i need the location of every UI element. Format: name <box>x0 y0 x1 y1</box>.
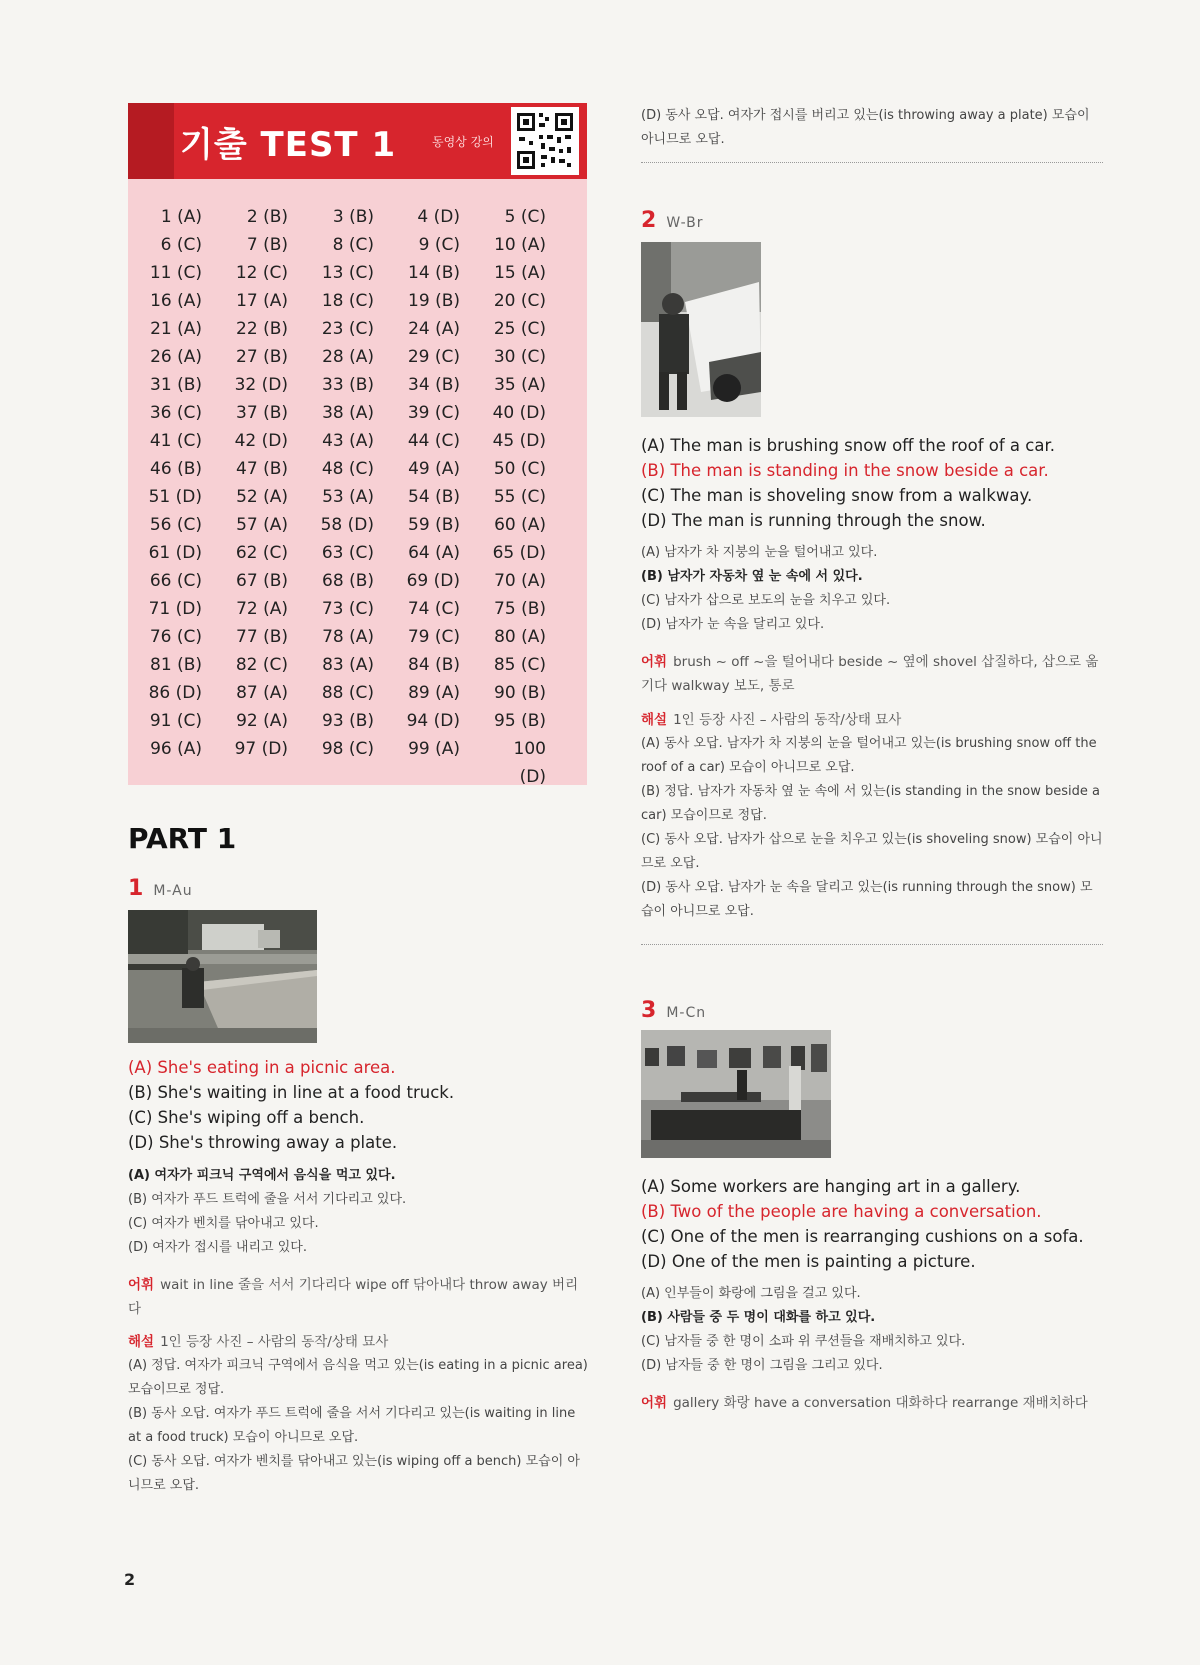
explanation-title: 1인 등장 사진 – 사람의 동작/상태 묘사 <box>160 1334 389 1350</box>
explanation-title: 1인 등장 사진 – 사람의 동작/상태 묘사 <box>673 712 902 728</box>
answer-key-cell: 81 (B) <box>150 655 202 675</box>
answer-key-cell: 25 (C) <box>493 319 546 339</box>
option-a[interactable]: (A) The man is brushing snow off the roof of a car. <box>641 436 1055 455</box>
explanation-tag: 해설 <box>641 712 668 728</box>
answer-key-cell: 91 (C) <box>149 711 202 731</box>
question-2-options <box>641 433 1055 533</box>
answer-key-cell: 96 (A) <box>150 739 202 759</box>
answer-key-cell: 47 (B) <box>236 459 288 479</box>
option-d[interactable]: (D) One of the men is painting a picture. <box>641 1252 976 1271</box>
answer-key-cell: 13 (C) <box>321 263 374 283</box>
explanation-c: (C) 동사 오답. 남자가 삽으로 눈을 치우고 있는(is shoveling snow) 모습이 아니므로 오답. <box>641 832 1103 871</box>
korean-b: (B) 여자가 푸드 트럭에 줄을 서서 기다리고 있다. <box>128 1192 407 1207</box>
answer-key-cell: 34 (B) <box>408 375 460 395</box>
korean-b: (B) 남자가 자동차 옆 눈 속에 서 있다. <box>641 569 863 584</box>
question-3-photo <box>641 1030 831 1158</box>
answer-key-cell: 98 (C) <box>321 739 374 759</box>
korean-d: (D) 여자가 접시를 내리고 있다. <box>128 1240 307 1255</box>
qr-code-icon[interactable] <box>511 107 579 175</box>
answer-key-cell: 3 (B) <box>332 207 374 227</box>
question-2-photo <box>641 242 761 417</box>
answer-key-cell: 4 (D) <box>417 207 460 227</box>
answer-key-cell: 2 (B) <box>246 207 288 227</box>
question-1-vocab <box>128 1273 590 1321</box>
option-a[interactable]: (A) She's eating in a picnic area. <box>128 1058 396 1077</box>
answer-key-cell: 63 (C) <box>321 543 374 563</box>
question-2-vocab <box>641 650 1103 698</box>
answer-key-cell: 24 (A) <box>408 319 460 339</box>
answer-key-cell: 70 (A) <box>494 571 546 591</box>
answer-key-cell: 38 (A) <box>322 403 374 423</box>
answer-key-cell: 84 (B) <box>408 655 460 675</box>
answer-key-cell: 61 (D) <box>148 543 202 563</box>
vocab-tag: 어휘 <box>641 654 668 670</box>
answer-key-header <box>128 103 587 179</box>
question-number: 2 <box>641 208 657 233</box>
option-c[interactable]: (C) One of the men is rearranging cushions on a sofa. <box>641 1227 1084 1246</box>
korean-a: (A) 남자가 차 지붕의 눈을 털어내고 있다. <box>641 545 878 560</box>
answer-key-cell: 12 (C) <box>235 263 288 283</box>
answer-key-cell: 73 (C) <box>321 599 374 619</box>
answer-key-cell: 10 (A) <box>494 235 546 255</box>
question-2-header <box>641 208 704 233</box>
voice-label: W-Br <box>666 215 704 231</box>
explanation-a: (A) 정답. 여자가 피크닉 구역에서 음식을 먹고 있는(is eating in a picnic area) 모습이므로 정답. <box>128 1358 588 1397</box>
explanation-a: (A) 동사 오답. 남자가 차 지붕의 눈을 털어내고 있는(is brushing snow off the roof of a car) 모습이 아니므로 오답. <box>641 736 1097 775</box>
answer-key-cell: 27 (B) <box>236 347 288 367</box>
answer-key-cell: 62 (C) <box>235 543 288 563</box>
answer-key-cell: 5 (C) <box>504 207 546 227</box>
answer-key-cell: 59 (B) <box>408 515 460 535</box>
answer-key-cell: 51 (D) <box>148 487 202 507</box>
answer-key-cell: 33 (B) <box>322 375 374 395</box>
answer-key-cell: 21 (A) <box>150 319 202 339</box>
answer-key-cell: 53 (A) <box>322 487 374 507</box>
explanation-d: (D) 동사 오답. 여자가 접시를 버리고 있는(is throwing away a plate) 모습이 아니므로 오답. <box>641 108 1090 147</box>
answer-key-cell: 67 (B) <box>236 571 288 591</box>
explanation-tag: 해설 <box>128 1334 155 1350</box>
voice-label: M-Au <box>153 883 193 899</box>
answer-key-cell: 41 (C) <box>149 431 202 451</box>
question-1-continuation <box>641 104 1103 152</box>
answer-key-cell: 9 (C) <box>418 235 460 255</box>
question-1-options <box>128 1055 454 1155</box>
answer-key-cell: 44 (C) <box>407 431 460 451</box>
answer-key-cell: 16 (A) <box>150 291 202 311</box>
option-c[interactable]: (C) The man is shoveling snow from a walkway. <box>641 486 1033 505</box>
vocab-tag: 어휘 <box>128 1277 155 1293</box>
answer-key-cell: 28 (A) <box>322 347 374 367</box>
explanation-c: (C) 동사 오답. 여자가 벤치를 닦아내고 있는(is wiping off a bench) 모습이 아니므로 오답. <box>128 1454 580 1493</box>
answer-key-cell: 7 (B) <box>246 235 288 255</box>
answer-key-cell: 29 (C) <box>407 347 460 367</box>
divider <box>641 944 1103 945</box>
answer-key-cell: 88 (C) <box>321 683 374 703</box>
answer-key-cell: 48 (C) <box>321 459 374 479</box>
answer-key-grid <box>142 203 574 787</box>
answer-key-cell: 85 (C) <box>493 655 546 675</box>
answer-key-cell: 76 (C) <box>149 627 202 647</box>
korean-a: (A) 여자가 피크닉 구역에서 음식을 먹고 있다. <box>128 1168 396 1183</box>
answer-key-cell: 6 (C) <box>160 235 202 255</box>
question-1-explanation <box>128 1330 590 1498</box>
question-1-korean <box>128 1164 406 1260</box>
answer-key-cell: 8 (C) <box>332 235 374 255</box>
question-3-options <box>641 1174 1084 1274</box>
answer-key-cell: 78 (A) <box>322 627 374 647</box>
explanation-d: (D) 동사 오답. 남자가 눈 속을 달리고 있는(is running through the snow) 모습이 아니므로 오답. <box>641 880 1093 919</box>
explanation-b: (B) 정답. 남자가 자동차 옆 눈 속에 서 있는(is standing in the snow beside a car) 모습이므로 정답. <box>641 784 1100 823</box>
answer-key-cell: 90 (B) <box>494 683 546 703</box>
answer-key-cell: 39 (C) <box>407 403 460 423</box>
answer-key-cell: 55 (C) <box>493 487 546 507</box>
vocab-text: brush ~ off ~을 털어내다 beside ~ 옆에 shovel 삽질하다, 삽으로 옮기다 walkway 보도, 통로 <box>641 654 1099 694</box>
answer-key-cell: 14 (B) <box>408 263 460 283</box>
answer-key-cell: 17 (A) <box>236 291 288 311</box>
answer-key-cell: 87 (A) <box>236 683 288 703</box>
answer-key-cell: 80 (A) <box>494 627 546 647</box>
question-2-korean <box>641 541 890 637</box>
question-3-korean <box>641 1282 965 1378</box>
answer-key-cell: 35 (A) <box>494 375 546 395</box>
answer-key-cell: 95 (B) <box>494 711 546 731</box>
answer-key-cell: 49 (A) <box>408 459 460 479</box>
option-d[interactable]: (D) She's throwing away a plate. <box>128 1133 398 1152</box>
korean-c: (C) 남자가 삽으로 보도의 눈을 치우고 있다. <box>641 593 891 608</box>
answer-key-cell: 83 (A) <box>322 655 374 675</box>
question-number: 3 <box>641 998 657 1023</box>
part-title: PART 1 <box>128 822 237 855</box>
question-1-header <box>128 876 193 901</box>
answer-key-cell: 71 (D) <box>148 599 202 619</box>
answer-key-cell: 36 (C) <box>149 403 202 423</box>
korean-d: (D) 남자가 눈 속을 달리고 있다. <box>641 617 825 632</box>
answer-key-cell: 57 (A) <box>236 515 288 535</box>
answer-key-cell: 1 (A) <box>160 207 202 227</box>
answer-key-cell: 74 (C) <box>407 599 460 619</box>
answer-key-cell: 54 (B) <box>408 487 460 507</box>
option-b[interactable]: (B) The man is standing in the snow beside a car. <box>641 461 1049 480</box>
answer-key-cell: 43 (A) <box>322 431 374 451</box>
vocab-tag: 어휘 <box>641 1395 668 1411</box>
answer-key-cell: 56 (C) <box>149 515 202 535</box>
answer-key-cell: 92 (A) <box>236 711 288 731</box>
answer-key-cell: 65 (D) <box>492 543 546 563</box>
answer-key-cell: 31 (B) <box>150 375 202 395</box>
option-b[interactable]: (B) Two of the people are having a conversation. <box>641 1202 1042 1221</box>
answer-key-cell: 97 (D) <box>234 739 288 759</box>
answer-key-cell: 22 (B) <box>236 319 288 339</box>
question-1-photo <box>128 910 317 1043</box>
option-d[interactable]: (D) The man is running through the snow. <box>641 511 986 530</box>
korean-c: (C) 여자가 벤치를 닦아내고 있다. <box>128 1216 319 1231</box>
answer-key-box <box>128 103 587 785</box>
answer-key-cell: 30 (C) <box>493 347 546 367</box>
question-3-header <box>641 998 706 1023</box>
vocab-text: gallery 화랑 have a conversation 대화하다 rearrange 재배치하다 <box>673 1395 1088 1411</box>
answer-key-cell: 93 (B) <box>322 711 374 731</box>
korean-c: (C) 남자들 중 한 명이 소파 위 쿠션들을 재배치하고 있다. <box>641 1334 966 1349</box>
header-stripe <box>128 103 174 179</box>
korean-d: (D) 남자들 중 한 명이 그림을 그리고 있다. <box>641 1358 883 1373</box>
question-2-explanation <box>641 708 1103 924</box>
answer-key-cell: 79 (C) <box>407 627 460 647</box>
answer-key-cell: 68 (B) <box>322 571 374 591</box>
explanation-b: (B) 동사 오답. 여자가 푸드 트럭에 줄을 서서 기다리고 있는(is waiting in line at a food truck) 모습이 아니므로 오답. <box>128 1406 576 1445</box>
answer-key-title: 기출 TEST 1 <box>180 125 397 165</box>
answer-key-cell: 94 (D) <box>406 711 460 731</box>
answer-key-cell: 66 (C) <box>149 571 202 591</box>
answer-key-cell: 40 (D) <box>492 403 546 423</box>
option-c[interactable]: (C) She's wiping off a bench. <box>128 1108 365 1127</box>
answer-key-cell: 77 (B) <box>236 627 288 647</box>
answer-key-cell: 99 (A) <box>408 739 460 759</box>
answer-key-cell: 15 (A) <box>494 263 546 283</box>
korean-b: (B) 사람들 중 두 명이 대화를 하고 있다. <box>641 1310 876 1325</box>
video-lecture-label: 동영상 강의 <box>432 135 494 149</box>
answer-key-cell: 52 (A) <box>236 487 288 507</box>
answer-key-cell: 58 (D) <box>320 515 374 535</box>
answer-key-cell: 46 (B) <box>150 459 202 479</box>
option-b[interactable]: (B) She's waiting in line at a food truck. <box>128 1083 455 1102</box>
answer-key-cell: 20 (C) <box>493 291 546 311</box>
question-number: 1 <box>128 876 144 901</box>
answer-key-cell: 11 (C) <box>149 263 202 283</box>
korean-a: (A) 인부들이 화랑에 그림을 걸고 있다. <box>641 1286 861 1301</box>
answer-key-cell: 82 (C) <box>235 655 288 675</box>
voice-label: M-Cn <box>666 1005 707 1021</box>
answer-key-cell: 69 (D) <box>406 571 460 591</box>
page-number: 2 <box>124 1570 136 1589</box>
question-3-vocab <box>641 1391 1103 1415</box>
answer-key-cell: 60 (A) <box>494 515 546 535</box>
answer-key-cell: 100 (D) <box>513 739 546 787</box>
answer-key-cell: 32 (D) <box>234 375 288 395</box>
answer-key-cell: 89 (A) <box>408 683 460 703</box>
vocab-text: wait in line 줄을 서서 기다리다 wipe off 닦아내다 throw away 버리다 <box>128 1277 579 1317</box>
answer-key-cell: 18 (C) <box>321 291 374 311</box>
answer-key-cell: 23 (C) <box>321 319 374 339</box>
answer-key-cell: 50 (C) <box>493 459 546 479</box>
answer-key-cell: 42 (D) <box>234 431 288 451</box>
answer-key-cell: 86 (D) <box>148 683 202 703</box>
answer-key-cell: 64 (A) <box>408 543 460 563</box>
answer-key-cell: 45 (D) <box>492 431 546 451</box>
answer-key-cell: 26 (A) <box>150 347 202 367</box>
divider <box>641 162 1103 163</box>
answer-key-cell: 72 (A) <box>236 599 288 619</box>
answer-key-cell: 37 (B) <box>236 403 288 423</box>
answer-key-cell: 75 (B) <box>494 599 546 619</box>
option-a[interactable]: (A) Some workers are hanging art in a gallery. <box>641 1177 1021 1196</box>
answer-key-cell: 19 (B) <box>408 291 460 311</box>
